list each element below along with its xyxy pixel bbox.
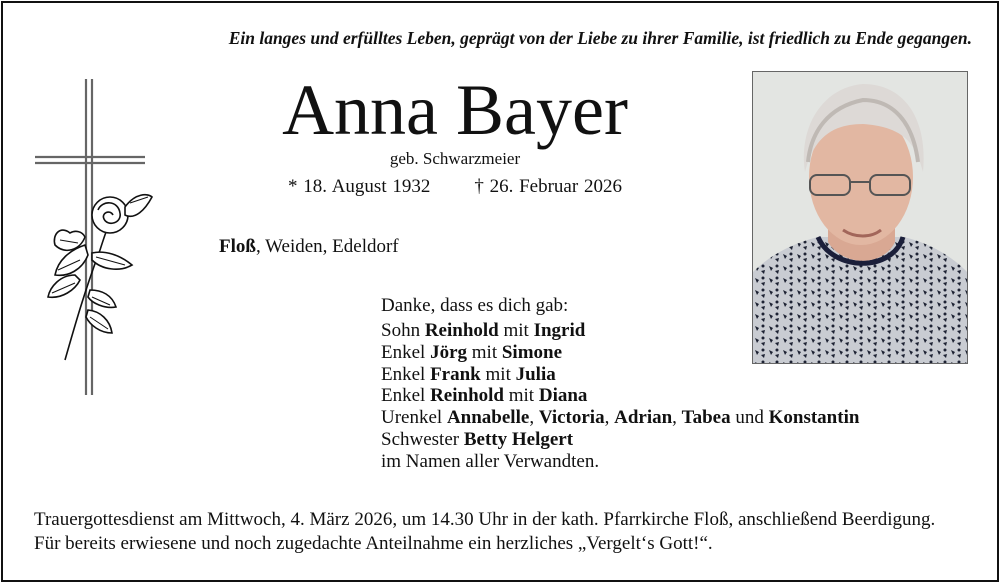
family-text: mit <box>480 363 516 385</box>
motto: Ein langes und erfülltes Leben, geprägt von der Liebe zu ihrer Familie, ist friedlich zu Ende gegangen. <box>228 28 972 48</box>
family-text: im Namen aller Verwandten. <box>381 450 600 472</box>
family-member-name: Ingrid <box>533 320 586 341</box>
family-member-name: Konstantin <box>768 407 860 429</box>
places <box>219 236 399 258</box>
family-line <box>381 429 859 451</box>
maiden-name: geb. Schwarzmeier <box>389 149 521 168</box>
family-text: Enkel <box>381 385 431 407</box>
family-line <box>381 451 859 473</box>
family-member-name: Reinhold <box>430 385 504 407</box>
family-member-name: Victoria <box>538 407 605 429</box>
service-info <box>34 508 935 556</box>
family-member-name: Betty Helgert <box>463 428 574 450</box>
deceased-name: Anna Bayer <box>282 70 628 150</box>
family-line <box>381 385 859 407</box>
birth-date: * 18. August 1932 <box>288 176 431 197</box>
life-dates <box>288 176 622 198</box>
portrait-image <box>753 72 967 363</box>
family-member-name: Annabelle <box>446 407 530 429</box>
thanks-line: Danke, dass es dich gab: <box>381 295 569 316</box>
family-member-name: Julia <box>515 363 556 385</box>
family-text: , <box>672 407 682 429</box>
family-line <box>381 407 859 429</box>
family-text: Enkel <box>381 363 431 385</box>
family-text: mit <box>504 385 539 407</box>
family-member-name: Adrian <box>614 407 673 429</box>
family-text: mit <box>498 320 534 341</box>
family-member-name: Reinhold <box>424 320 499 341</box>
thanks-for-sympathy-line: Für bereits erwiesene und noch zugedachte Anteilnahme ein herzliches „Vergelt‘s Gott!“. <box>34 533 713 554</box>
family-text: und <box>730 407 769 429</box>
place-bold: Floß <box>219 236 256 257</box>
family-text: mit <box>467 341 502 363</box>
family-text: Schwester <box>381 428 464 450</box>
death-date: † 26. Februar 2026 <box>474 176 622 197</box>
family-text: , <box>529 407 539 429</box>
portrait-photo <box>752 71 968 364</box>
family-member-name: Diana <box>538 385 588 407</box>
family-member-name: Frank <box>430 363 481 385</box>
family-text: Sohn <box>381 320 425 341</box>
family-member-name: Tabea <box>681 407 731 429</box>
family-line <box>381 364 859 386</box>
family-member-name: Jörg <box>430 341 468 363</box>
family-member-name: Simone <box>501 341 563 363</box>
family-text: , <box>604 407 615 429</box>
place-rest: , Weiden, Edeldorf <box>255 236 399 257</box>
family-text: Enkel <box>381 341 431 363</box>
family-text: Urenkel <box>381 407 447 429</box>
service-line: Trauergottesdienst am Mittwoch, 4. März 2026, um 14.30 Uhr in der kath. Pfarrkirche Floß, anschließend Beerdigung. <box>34 509 936 530</box>
